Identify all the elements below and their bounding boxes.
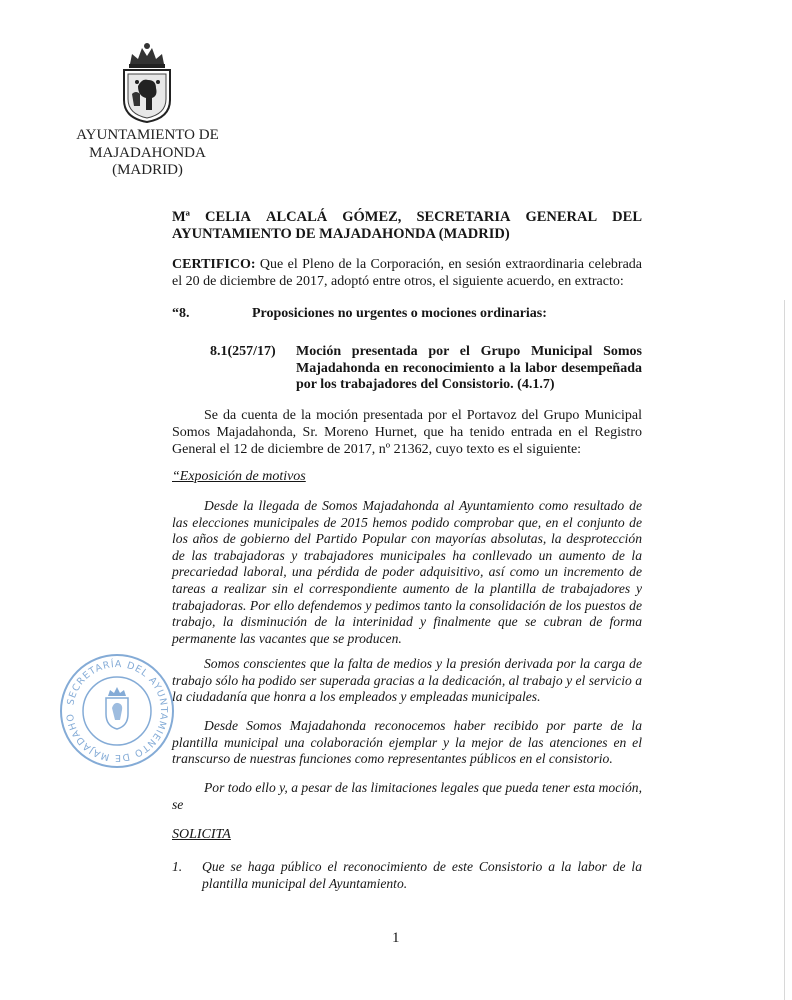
- exposicion-paragraph-4: [172, 780, 642, 813]
- section-heading: [172, 306, 642, 322]
- solicita-item-1: [172, 859, 642, 892]
- title-line-2: AYUNTAMIENTO DE MAJADAHONDA (MADRID): [172, 226, 510, 242]
- item-text: Que se haga público el reconocimiento de este Consistorio a la labor de la plantilla municipal del Ayuntamiento.: [202, 859, 642, 891]
- title-word: SECRETARIA: [416, 209, 511, 225]
- svg-text:SECRETARÍA DEL AYUNTAMIENTO DE: SECRETARÍA DEL AYUNTAMIENTO DE MAJADAHO: [64, 658, 170, 764]
- document-title: [172, 209, 642, 243]
- certifico-paragraph: [172, 256, 642, 290]
- municipal-crest-logo: [118, 42, 176, 124]
- mocion-code: 8.1(257/17): [210, 344, 276, 359]
- title-word: GENERAL: [525, 209, 598, 225]
- exposicion-heading: “Exposición de motivos: [172, 469, 306, 484]
- solicita-heading: SOLICITA: [172, 827, 231, 842]
- paragraph-text: Por todo ello y, a pesar de las limitaciones legales que pueda tener esta moción, se: [172, 780, 642, 812]
- certifico-text: Que el Pleno de la Corporación, en sesión extraordinaria celebrada el 20 de diciembre de 2017, adoptó entre otros, el siguiente acuerdo, en extracto:: [172, 257, 642, 289]
- title-word: DEL: [612, 209, 642, 225]
- item-number: 1.: [172, 859, 183, 874]
- exposicion-paragraph-2: [172, 656, 642, 706]
- title-word: Mª: [172, 209, 191, 225]
- secretaria-seal-stamp: [58, 652, 176, 770]
- dar-cuenta-text: Se da cuenta de la moción presentada por el Portavoz del Grupo Municipal Somos Majadahonda, Sr. Moreno Hurnet, que ha tenido entrada en el Registro General el 12 de diciembre de 2017, nº 21362, cuyo texto es el siguiente:: [172, 408, 642, 457]
- header-line-1: AYUNTAMIENTO DE: [76, 127, 219, 143]
- paragraph-text: Desde Somos Majadahonda reconocemos haber recibido por parte de la plantilla municipal una colaboración ejemplar y la mejor de las atenciones en el transcurso de nuestras funciones como representantes públicos en el consistorio.: [172, 718, 642, 767]
- title-word: CELIA: [205, 209, 251, 225]
- section-number: “8.: [172, 306, 190, 321]
- section-title: Proposiciones no urgentes o mociones ordinarias:: [252, 306, 547, 321]
- paragraph-text: Somos conscientes que la falta de medios y la presión derivada por la carga de trabajo sólo ha podido ser superada gracias a la dedicación, al trabajo y el servicio a la ciudadanía que honra a los empleados y empleadas municipales.: [172, 656, 642, 705]
- title-line-1: [172, 209, 642, 226]
- page-number: 1: [392, 930, 400, 946]
- institution-header: [60, 127, 235, 180]
- mocion-heading: [210, 344, 642, 394]
- dar-cuenta-paragraph: [172, 407, 642, 458]
- title-word: ALCALÁ: [265, 209, 328, 225]
- title-word: GÓMEZ,: [342, 209, 402, 225]
- scan-edge-line: [784, 300, 785, 1000]
- mocion-title: Moción presentada por el Grupo Municipal Somos Majadahonda en reconocimiento a la labor desempeñada por los trabajadores del Consistorio. (4.1.7): [296, 344, 642, 392]
- exposicion-paragraph-1: [172, 498, 642, 647]
- paragraph-text: Desde la llegada de Somos Majadahonda al Ayuntamiento como resultado de las elecciones municipales de 2015 hemos podido comprobar que, en el conjunto de los años de gobierno del Partido Popular con mayorías absolutas, la desprotección de las trabajadoras y trabajadores municipales ha conllevado un aumento de la precariedad laboral, una pérdida de poder adquisitivo, así como un incremento de tareas a realizar sin el correspondiente aumento de la plantilla de trabajadores y trabajadoras. Por ello defendemos y pedimos tanto la consolidación de los puestos de trabajo, la disminución de la interinidad y finalmente que se cubran de forma permanente las vacantes que se producen.: [172, 498, 642, 646]
- exposicion-paragraph-3: [172, 718, 642, 768]
- certifico-label: CERTIFICO:: [172, 257, 256, 272]
- header-line-2: MAJADAHONDA: [89, 144, 206, 161]
- header-line-3: (MADRID): [112, 162, 183, 178]
